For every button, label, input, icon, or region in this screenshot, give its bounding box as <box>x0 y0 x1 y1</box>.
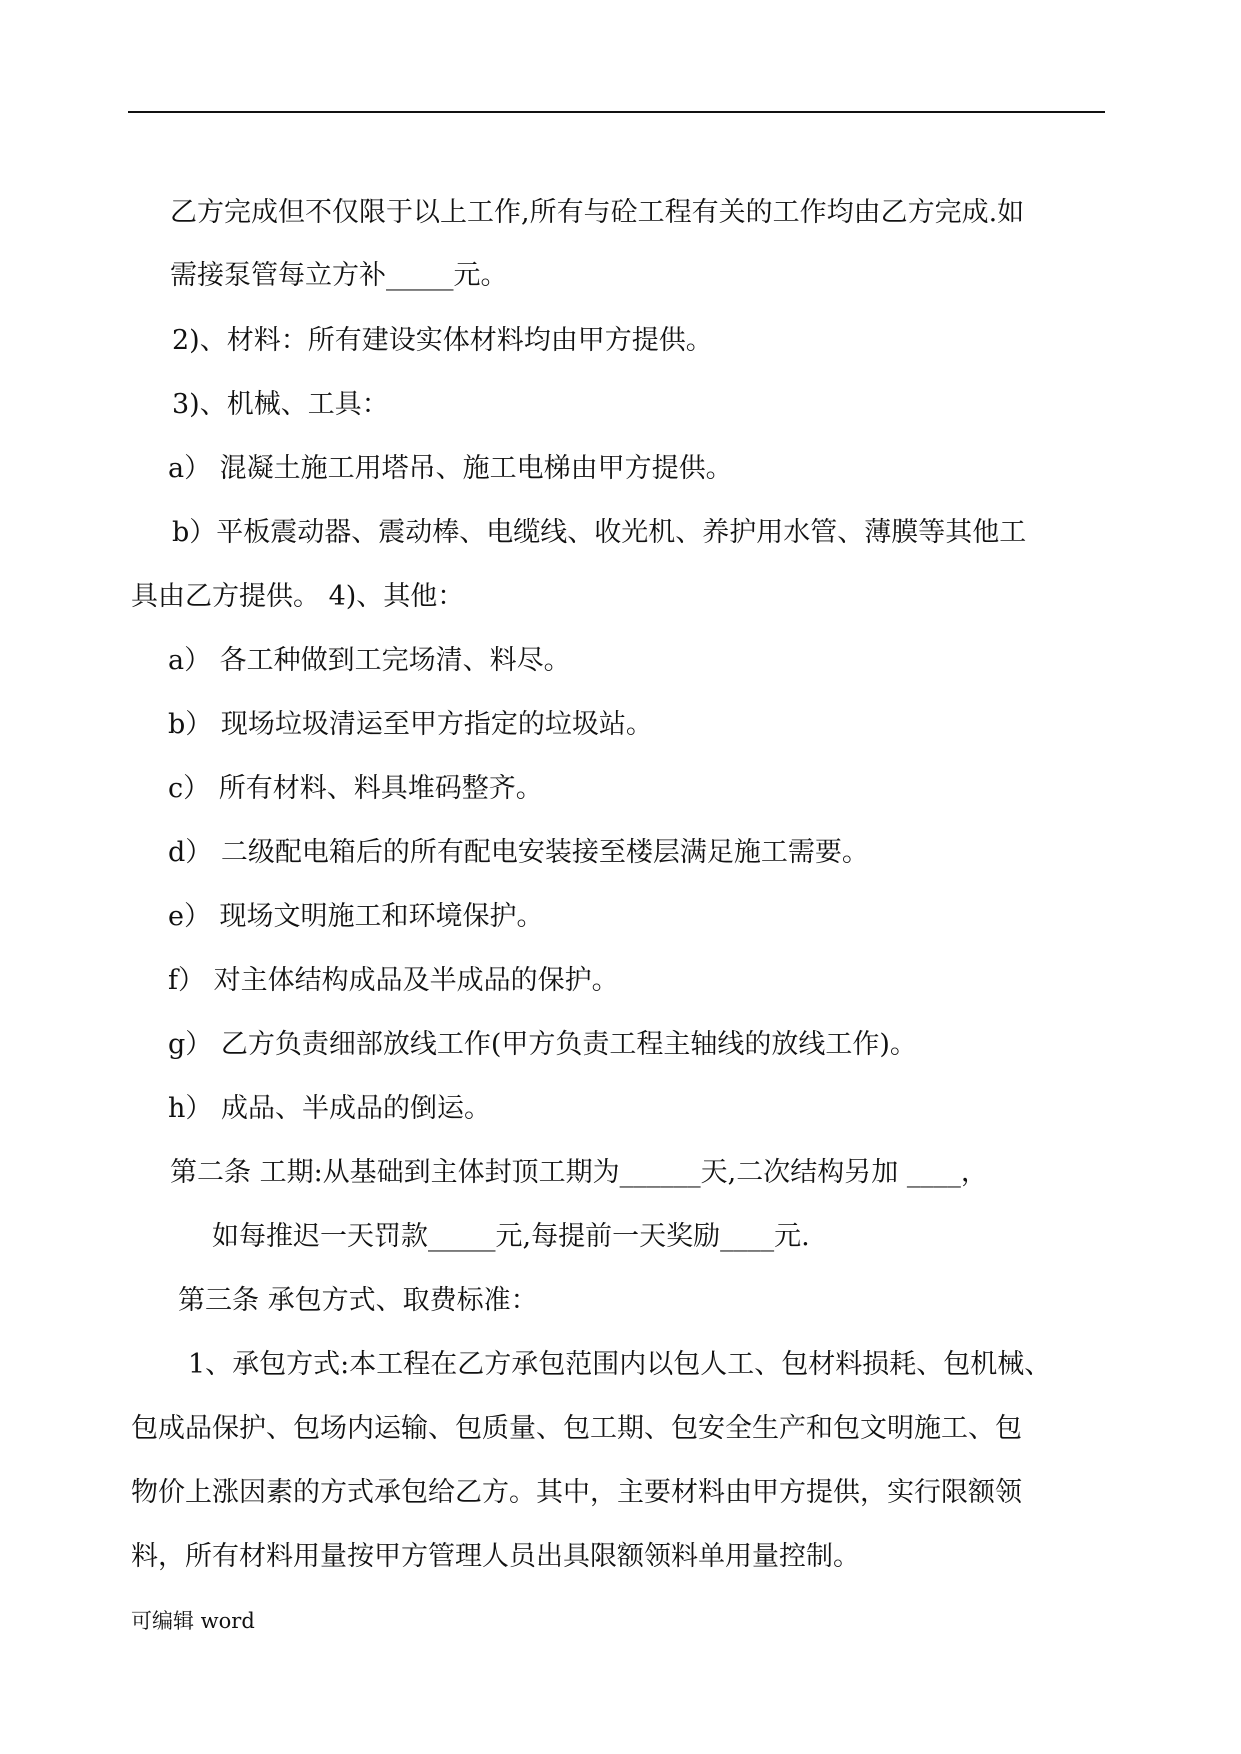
text-line: 如每推迟一天罚款_____元,每提前一天奖励____元. <box>212 1221 810 1252</box>
text-line: f） 对主体结构成品及半成品的保护。 <box>168 965 619 996</box>
text-line: e） 现场文明施工和环境保护。 <box>168 901 544 932</box>
text-line: b） 现场垃圾清运至甲方指定的垃圾站。 <box>168 709 653 740</box>
text-line: 第三条 承包方式、取费标准： <box>178 1285 538 1316</box>
text-line: h） 成品、半成品的倒运。 <box>168 1093 491 1124</box>
text-line: 具由乙方提供。 4)、其他： <box>131 581 465 612</box>
text-line: d） 二级配电箱后的所有配电安装接至楼层满足施工需要。 <box>168 837 869 868</box>
text-line: 需接泵管每立方补_____元。 <box>170 260 508 291</box>
text-line: b）平板震动器、震动棒、电缆线、收光机、养护用水管、薄膜等其他工 <box>172 517 1027 548</box>
text-line: g） 乙方负责细部放线工作(甲方负责工程主轴线的放线工作)。 <box>168 1029 917 1060</box>
header-rule <box>128 111 1105 113</box>
text-line: a） 各工种做到工完场清、料尽。 <box>168 645 571 676</box>
text-line: 包成品保护、包场内运输、包质量、包工期、包安全生产和包文明施工、包 <box>131 1413 1022 1444</box>
text-line: 物价上涨因素的方式承包给乙方。其中，主要材料由甲方提供，实行限额领 <box>131 1477 1022 1508</box>
text-line: 1、承包方式:本工程在乙方承包范围内以包人工、包材料损耗、包机械、 <box>188 1349 1052 1380</box>
text-line: 3)、机械、工具： <box>172 389 389 420</box>
text-line: 2)、材料：所有建设实体材料均由甲方提供。 <box>172 325 713 356</box>
text-line: 料，所有材料用量按甲方管理人员出具限额领料单用量控制。 <box>131 1541 860 1572</box>
footer-label: 可编辑 word <box>131 1609 255 1633</box>
text-line: a） 混凝土施工用塔吊、施工电梯由甲方提供。 <box>168 453 733 484</box>
text-line: 乙方完成但不仅限于以上工作,所有与砼工程有关的工作均由乙方完成.如 <box>170 197 1025 228</box>
text-line: 第二条 工期:从基础到主体封顶工期为______天,二次结构另加 ____， <box>170 1157 988 1188</box>
text-line: c） 所有材料、料具堆码整齐。 <box>168 773 543 804</box>
